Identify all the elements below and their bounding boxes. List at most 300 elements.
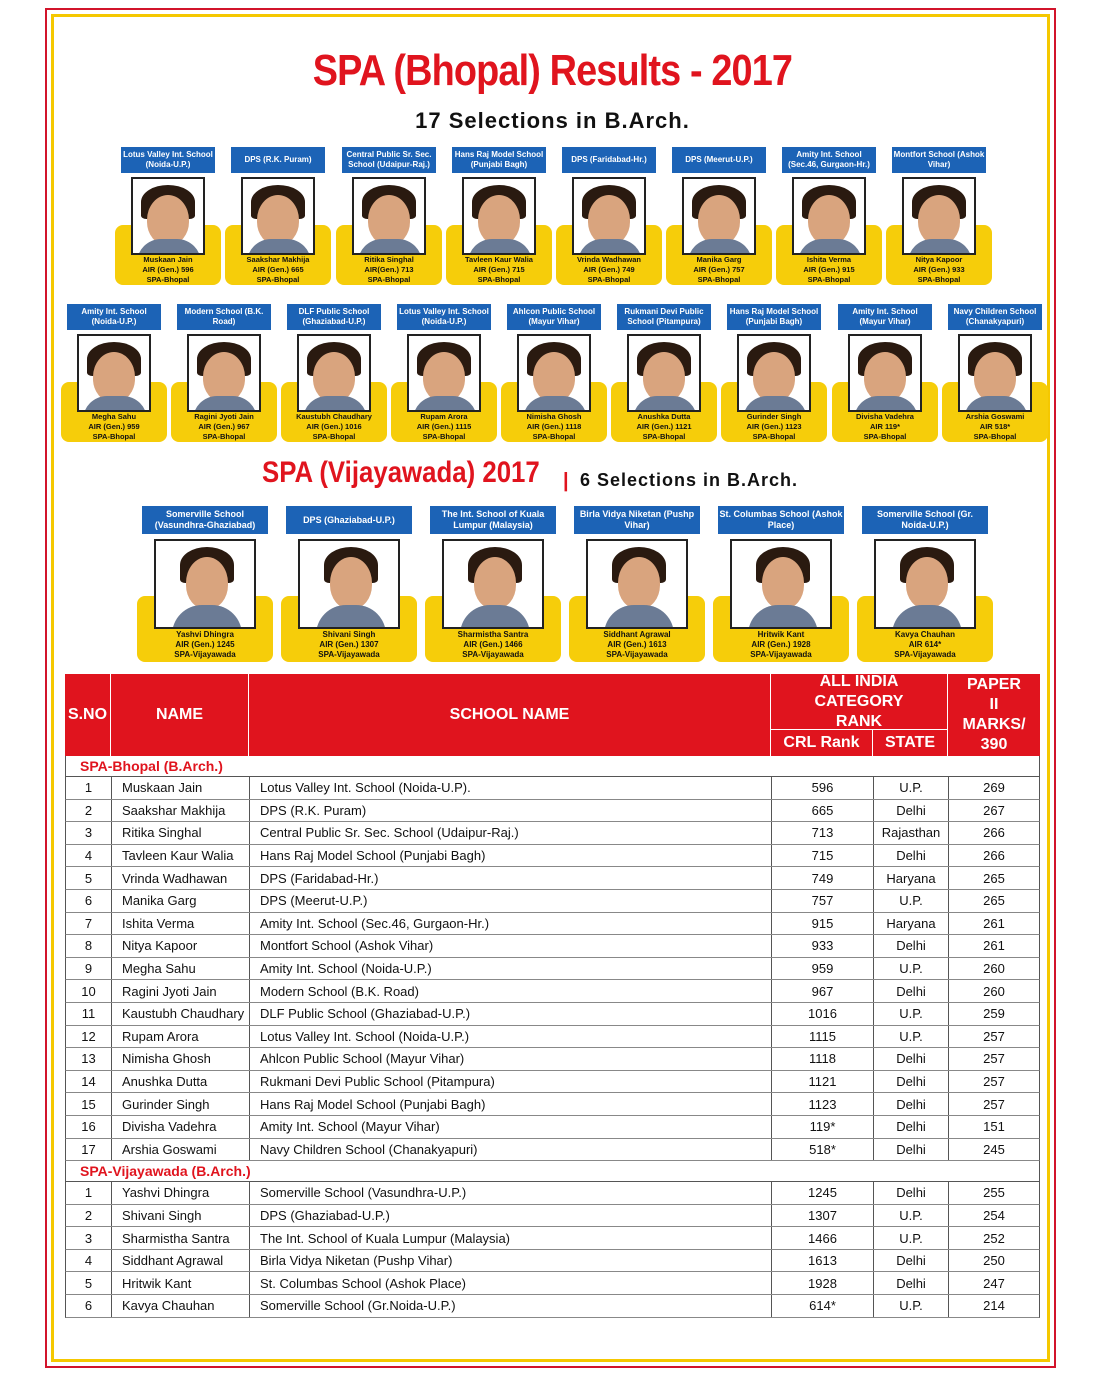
student-center: SPA-Bhopal (146, 275, 190, 284)
cell-marks: 255 (983, 1185, 1005, 1201)
section-label: SPA-Vijayawada (B.Arch.) (65, 1161, 1040, 1182)
cell-name: Rupam Arora (112, 1026, 250, 1048)
cell-crl-rank: 596 (772, 777, 874, 799)
student-photo (848, 334, 922, 412)
student-rank: AIR (Gen.) 1307 (319, 640, 379, 649)
cell-state: Delhi (874, 1048, 949, 1070)
student-school: St. Columbas School (Ashok Place) (718, 506, 844, 534)
header-marks: PAPER II MARKS/ 390 (962, 676, 1026, 753)
cell-name: Yashvi Dhingra (112, 1182, 250, 1204)
student-school: DPS (Meerut-U.P.) (672, 147, 766, 173)
photo-face (313, 352, 355, 402)
cell-school: The Int. School of Kuala Lumpur (Malaysia) (250, 1227, 772, 1249)
cell-name: Gurinder Singh (112, 1093, 250, 1115)
header-rank-group: ALL INDIA CATEGORY RANK (771, 674, 948, 729)
cell-crl-rank: 1307 (772, 1205, 874, 1227)
cell-marks: 151 (983, 1119, 1005, 1135)
cell-state: Haryana (874, 913, 949, 935)
photo-face (906, 557, 948, 609)
cell-name: Anushka Dutta (112, 1071, 250, 1093)
cell-school: Ahlcon Public School (Mayur Vihar) (250, 1048, 772, 1070)
cell-sno: 5 (66, 1272, 112, 1294)
cell-school: Amity Int. School (Noida-U.P.) (250, 958, 772, 980)
student-info (501, 412, 607, 442)
student-card (115, 147, 221, 285)
header-sno: S.NO (65, 674, 111, 756)
photo-shoulders (137, 239, 201, 255)
student-name: Anushka Dutta (637, 412, 691, 421)
student-name: Tavleen Kaur Walia (465, 255, 533, 264)
cell-sno: 4 (66, 845, 112, 867)
cell-name: Ragini Jyoti Jain (112, 980, 250, 1002)
student-card (171, 304, 277, 442)
student-photo (241, 177, 315, 255)
cell-marks: 261 (983, 915, 1005, 931)
student-school: Somerville School (Gr. Noida-U.P.) (862, 506, 988, 534)
cell-name: Ishita Verma (112, 913, 250, 935)
cell-marks: 257 (983, 1096, 1005, 1112)
cell-crl-rank: 967 (772, 980, 874, 1002)
student-school: DPS (Ghaziabad-U.P.) (286, 506, 412, 534)
student-rank: AIR (Gen.) 933 (913, 265, 965, 274)
cell-marks: 265 (983, 893, 1005, 909)
student-rank: AIR 614* (908, 640, 942, 649)
cell-crl-rank: 665 (772, 800, 874, 822)
photo-face (478, 195, 520, 245)
cell-name: Shivani Singh (112, 1205, 250, 1227)
cell-name: Vrinda Wadhawan (112, 867, 250, 889)
student-school: Amity Int. School (Noida-U.P.) (67, 304, 161, 330)
cell-marks: 257 (983, 1028, 1005, 1044)
cell-crl-rank: 119* (772, 1116, 874, 1138)
student-center: SPA-Bhopal (863, 432, 907, 441)
student-photo (442, 539, 544, 629)
photo-face (864, 352, 906, 402)
student-card (137, 506, 273, 662)
cell-state: Haryana (874, 867, 949, 889)
photo-shoulders (460, 605, 530, 629)
photo-shoulders (468, 239, 532, 255)
table-row (65, 777, 1040, 800)
student-info (776, 255, 882, 285)
photo-face (257, 195, 299, 245)
student-info (281, 412, 387, 442)
student-name: Ritika Singhal (364, 255, 414, 264)
photo-face (588, 195, 630, 245)
student-info (569, 630, 705, 660)
photo-face (974, 352, 1016, 402)
cell-school: Somerville School (Gr.Noida-U.P.) (250, 1295, 772, 1317)
student-center: SPA-Bhopal (642, 432, 686, 441)
student-card (886, 147, 992, 285)
cell-sno: 5 (66, 867, 112, 889)
student-info (666, 255, 772, 285)
table-row (65, 867, 1040, 890)
student-center: SPA-Bhopal (752, 432, 796, 441)
photo-face (203, 352, 245, 402)
student-school: Navy Children School (Chanakyapuri) (948, 304, 1042, 330)
student-center: SPA-Bhopal (697, 275, 741, 284)
cell-name: Ritika Singhal (112, 822, 250, 844)
student-center: SPA-Vijayawada (462, 650, 524, 659)
student-info (857, 630, 993, 660)
cell-crl-rank: 1245 (772, 1182, 874, 1204)
table-row (65, 1048, 1040, 1071)
photo-face (186, 557, 228, 609)
photo-shoulders (892, 605, 962, 629)
table-row (65, 1295, 1040, 1318)
student-photo (730, 539, 832, 629)
cell-marks: 260 (983, 961, 1005, 977)
table-row (65, 935, 1040, 958)
photo-shoulders (604, 605, 674, 629)
student-photo (298, 539, 400, 629)
student-center: SPA-Vijayawada (606, 650, 668, 659)
cell-crl-rank: 1466 (772, 1227, 874, 1249)
cell-crl-rank: 1613 (772, 1250, 874, 1272)
student-rank: AIR (Gen.) 749 (583, 265, 635, 274)
student-card (666, 147, 772, 285)
student-info (61, 412, 167, 442)
cell-state: U.P. (874, 958, 949, 980)
cell-marks: 257 (983, 1074, 1005, 1090)
cell-crl-rank: 1118 (772, 1048, 874, 1070)
cell-school: Hans Raj Model School (Punjabi Bagh) (250, 1093, 772, 1115)
cell-state: U.P. (874, 1227, 949, 1249)
student-name: Ragini Jyoti Jain (194, 412, 254, 421)
student-school: Lotus Valley Int. School (Noida-U.P.) (397, 304, 491, 330)
student-photo (131, 177, 205, 255)
student-card (336, 147, 442, 285)
student-name: Gurinder Singh (746, 412, 802, 421)
table-body (65, 756, 1040, 1318)
photo-face (330, 557, 372, 609)
student-rank: AIR(Gen.) 713 (364, 265, 414, 274)
student-center: SPA-Vijayawada (174, 650, 236, 659)
cell-crl-rank: 1121 (772, 1071, 874, 1093)
student-rank: AIR (Gen.) 1245 (175, 640, 235, 649)
cell-sno: 6 (66, 890, 112, 912)
page-subtitle: 17 Selections in B.Arch. (415, 108, 690, 133)
cell-sno: 3 (66, 822, 112, 844)
cell-state: Delhi (874, 1116, 949, 1138)
student-rank: AIR (Gen.) 915 (803, 265, 855, 274)
student-name: Megha Sahu (91, 412, 137, 421)
student-card (721, 304, 827, 442)
student-school: Hans Raj Model School (Punjabi Bagh) (727, 304, 821, 330)
table-row (65, 1182, 1040, 1205)
student-school: Amity Int. School (Mayur Vihar) (838, 304, 932, 330)
student-name: Manika Garg (696, 255, 742, 264)
cell-sno: 2 (66, 1205, 112, 1227)
photo-face (474, 557, 516, 609)
photo-face (93, 352, 135, 402)
student-rank: AIR 119* (869, 422, 901, 431)
cell-state: U.P. (874, 1003, 949, 1025)
cell-sno: 8 (66, 935, 112, 957)
cell-school: DPS (Faridabad-Hr.) (250, 867, 772, 889)
cell-name: Saakshar Makhija (112, 800, 250, 822)
student-card (713, 506, 849, 662)
cell-state: Delhi (874, 1093, 949, 1115)
table-row (65, 1003, 1040, 1026)
cell-crl-rank: 1115 (772, 1026, 874, 1048)
student-card (501, 304, 607, 442)
student-name: Yashvi Dhingra (176, 630, 234, 639)
cell-marks: 269 (983, 780, 1005, 796)
cell-sno: 9 (66, 958, 112, 980)
student-name: Nimisha Ghosh (526, 412, 582, 421)
student-card (225, 147, 331, 285)
cell-crl-rank: 959 (772, 958, 874, 980)
cell-sno: 14 (66, 1071, 112, 1093)
cell-school: Hans Raj Model School (Punjabi Bagh) (250, 845, 772, 867)
student-school: Hans Raj Model School (Punjabi Bagh) (452, 147, 546, 173)
cell-name: Hritwik Kant (112, 1272, 250, 1294)
student-rank: AIR (Gen.) 757 (693, 265, 745, 274)
cell-state: U.P. (874, 777, 949, 799)
student-school: Somerville School (Vasundhra-Ghaziabad) (142, 506, 268, 534)
student-name: Divisha Vadehra (856, 412, 914, 421)
student-name: Saakshar Makhija (246, 255, 310, 264)
student-rank: AIR (Gen.) 1115 (416, 422, 472, 431)
table-row (65, 822, 1040, 845)
cell-state: Delhi (874, 845, 949, 867)
table-row (65, 890, 1040, 913)
cell-name: Nimisha Ghosh (112, 1048, 250, 1070)
student-center: SPA-Bhopal (312, 432, 356, 441)
cell-state: U.P. (874, 890, 949, 912)
student-name: Muskaan Jain (143, 255, 193, 264)
cell-state: Delhi (874, 1250, 949, 1272)
student-info (721, 412, 827, 442)
photo-shoulders (748, 605, 818, 629)
student-photo (297, 334, 371, 412)
photo-shoulders (358, 239, 422, 255)
student-rank: AIR 518* (979, 422, 1011, 431)
photo-face (368, 195, 410, 245)
student-center: SPA-Bhopal (807, 275, 851, 284)
cell-sno: 17 (66, 1139, 112, 1161)
cell-sno: 6 (66, 1295, 112, 1317)
student-name: Shivani Singh (322, 630, 376, 639)
photo-face (753, 352, 795, 402)
student-photo (682, 177, 756, 255)
cell-state: U.P. (874, 1205, 949, 1227)
cell-marks: 261 (983, 938, 1005, 954)
student-name: Siddhant Agrawal (603, 630, 671, 639)
cell-marks: 257 (983, 1051, 1005, 1067)
photo-face (533, 352, 575, 402)
student-card (281, 304, 387, 442)
cell-sno: 4 (66, 1250, 112, 1272)
cell-school: Birla Vidya Niketan (Pushp Vihar) (250, 1250, 772, 1272)
student-center: SPA-Bhopal (973, 432, 1017, 441)
cell-name: Manika Garg (112, 890, 250, 912)
cell-marks: 267 (983, 802, 1005, 818)
student-photo (77, 334, 151, 412)
cell-marks: 260 (983, 983, 1005, 999)
student-card (281, 506, 417, 662)
student-school: DPS (Faridabad-Hr.) (562, 147, 656, 173)
cell-marks: 254 (983, 1207, 1005, 1223)
cell-marks: 247 (983, 1275, 1005, 1291)
student-name: Vrinda Wadhawan (577, 255, 641, 264)
cell-sno: 13 (66, 1048, 112, 1070)
student-photo (517, 334, 591, 412)
cell-school: DLF Public School (Ghaziabad-U.P.) (250, 1003, 772, 1025)
cell-school: St. Columbas School (Ashok Place) (250, 1272, 772, 1294)
cell-school: Lotus Valley Int. School (Noida-U.P). (250, 777, 772, 799)
student-school: Central Public Sr. Sec. School (Udaipur-Raj.) (342, 147, 436, 173)
cell-marks: 266 (983, 848, 1005, 864)
student-rank: AIR (Gen.) 1928 (751, 640, 811, 649)
photo-face (643, 352, 685, 402)
student-center: SPA-Bhopal (92, 432, 136, 441)
table-row (65, 958, 1040, 981)
cell-sno: 2 (66, 800, 112, 822)
cell-school: Amity Int. School (Sec.46, Gurgaon-Hr.) (250, 913, 772, 935)
cell-state: Delhi (874, 1272, 949, 1294)
cell-marks: 250 (983, 1253, 1005, 1269)
photo-shoulders (523, 396, 587, 412)
photo-shoulders (83, 396, 147, 412)
student-rank: AIR (Gen.) 596 (142, 265, 194, 274)
cell-name: Divisha Vadehra (112, 1116, 250, 1138)
cell-sno: 16 (66, 1116, 112, 1138)
photo-shoulders (688, 239, 752, 255)
cell-name: Tavleen Kaur Walia (112, 845, 250, 867)
student-photo (572, 177, 646, 255)
cell-name: Megha Sahu (112, 958, 250, 980)
student-name: Hritwik Kant (757, 630, 805, 639)
student-card (611, 304, 717, 442)
student-rank: AIR (Gen.) 1118 (526, 422, 582, 431)
table-row (65, 1071, 1040, 1094)
student-school: DLF Public School (Ghaziabad-U.P.) (287, 304, 381, 330)
cell-marks: 265 (983, 870, 1005, 886)
student-school: The Int. School of Kuala Lumpur (Malaysia) (430, 506, 556, 534)
student-info (446, 255, 552, 285)
cell-state: Delhi (874, 1182, 949, 1204)
student-photo (586, 539, 688, 629)
cell-crl-rank: 713 (772, 822, 874, 844)
page-title: SPA (Bhopal) Results - 2017 (312, 46, 793, 95)
student-info (391, 412, 497, 442)
photo-shoulders (854, 396, 918, 412)
section-label: SPA-Bhopal (B.Arch.) (65, 756, 1040, 777)
cell-school: Rukmani Devi Public School (Pitampura) (250, 1071, 772, 1093)
header-crl-rank: CRL Rank (771, 729, 873, 756)
student-info (171, 412, 277, 442)
student-info (832, 412, 938, 442)
student-rank: AIR (Gen.) 665 (252, 265, 304, 274)
photo-face (918, 195, 960, 245)
student-info (886, 255, 992, 285)
cell-school: Central Public Sr. Sec. School (Udaipur-Raj.) (250, 822, 772, 844)
photo-shoulders (908, 239, 972, 255)
student-school: Amity Int. School (Sec.46, Gurgaon-Hr.) (782, 147, 876, 173)
cell-state: Delhi (874, 980, 949, 1002)
cell-marks: 266 (983, 825, 1005, 841)
student-photo (902, 177, 976, 255)
header-name: NAME (111, 674, 249, 756)
student-rank: AIR (Gen.) 1016 (306, 422, 362, 431)
vijayawada-title: SPA (Vijayawada) 2017 (262, 456, 540, 489)
cell-school: Navy Children School (Chanakyapuri) (250, 1139, 772, 1161)
photo-shoulders (303, 396, 367, 412)
student-photo (154, 539, 256, 629)
cell-sno: 7 (66, 913, 112, 935)
student-card (832, 304, 938, 442)
cell-crl-rank: 1928 (772, 1272, 874, 1294)
student-school: DPS (R.K. Puram) (231, 147, 325, 173)
cell-marks: 252 (983, 1230, 1005, 1246)
student-name: Sharmistha Santra (457, 630, 529, 639)
vijayawada-subtitle: 6 Selections in B.Arch. (580, 470, 799, 490)
student-info (556, 255, 662, 285)
results-table (65, 674, 1040, 1318)
cell-crl-rank: 915 (772, 913, 874, 935)
student-center: SPA-Bhopal (587, 275, 631, 284)
cell-state: Rajasthan (874, 822, 949, 844)
student-info (225, 255, 331, 285)
student-name: Ishita Verma (806, 255, 852, 264)
cell-school: Somerville School (Vasundhra-U.P.) (250, 1182, 772, 1204)
student-card (556, 147, 662, 285)
table-row (65, 1272, 1040, 1295)
student-school: Montfort School (Ashok Vihar) (892, 147, 986, 173)
student-center: SPA-Bhopal (917, 275, 961, 284)
cell-crl-rank: 518* (772, 1139, 874, 1161)
vijayawada-separator: | (563, 470, 569, 492)
student-card (446, 147, 552, 285)
photo-shoulders (247, 239, 311, 255)
cell-sno: 12 (66, 1026, 112, 1048)
cell-state: Delhi (874, 800, 949, 822)
photo-shoulders (172, 605, 242, 629)
student-photo (187, 334, 261, 412)
student-rank: AIR (Gen.) 967 (198, 422, 250, 431)
student-rank: AIR (Gen.) 1466 (463, 640, 523, 649)
cell-sno: 10 (66, 980, 112, 1002)
cell-state: U.P. (874, 1026, 949, 1048)
cell-school: Lotus Valley Int. School (Noida-U.P.) (250, 1026, 772, 1048)
student-photo (407, 334, 481, 412)
cell-school: DPS (Ghaziabad-U.P.) (250, 1205, 772, 1227)
student-center: SPA-Bhopal (477, 275, 521, 284)
student-school: Ahlcon Public School (Mayur Vihar) (507, 304, 601, 330)
student-center: SPA-Bhopal (367, 275, 411, 284)
student-school: Rukmani Devi Public School (Pitampura) (617, 304, 711, 330)
table-row (65, 980, 1040, 1003)
cell-marks: 245 (983, 1141, 1005, 1157)
cell-sno: 1 (66, 1182, 112, 1204)
student-photo (352, 177, 426, 255)
cell-name: Nitya Kapoor (112, 935, 250, 957)
student-card (776, 147, 882, 285)
cell-name: Sharmistha Santra (112, 1227, 250, 1249)
cell-sno: 11 (66, 1003, 112, 1025)
cell-school: Modern School (B.K. Road) (250, 980, 772, 1002)
table-header (65, 674, 1040, 756)
student-center: SPA-Bhopal (256, 275, 300, 284)
student-name: Arshia Goswami (965, 412, 1025, 421)
student-school: Birla Vidya Niketan (Pushp Vihar) (574, 506, 700, 534)
table-row (65, 1093, 1040, 1116)
header-state: STATE (873, 729, 948, 756)
table-row (65, 845, 1040, 868)
